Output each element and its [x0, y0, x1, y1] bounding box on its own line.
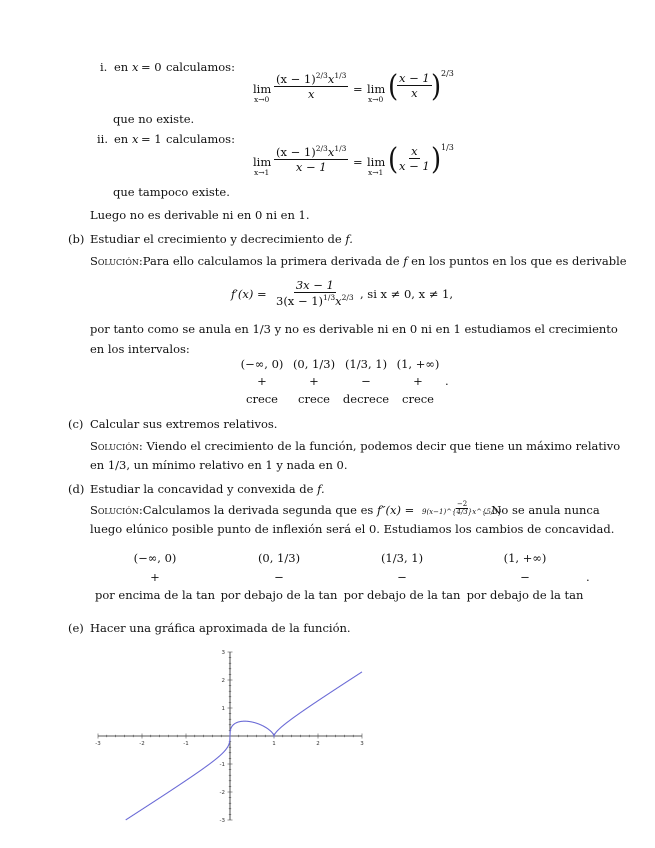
part-b-label: (b) [68, 232, 85, 246]
lim-i-left-sub: x→0 [254, 95, 270, 104]
d-interval-4: (1, +∞) [503, 551, 547, 565]
d-label-2: por debajo de la tan [220, 588, 338, 602]
y-tick-label: 3 [221, 650, 225, 656]
part-b-solution: Solución:Para ello calculamos la primera derivada de f en los puntos en los que es derivable [90, 254, 627, 268]
b-interval-1: (−∞, 0) [240, 357, 284, 371]
x-tick-label: -1 [183, 741, 189, 747]
d-sign-2: − [274, 570, 284, 584]
frac-i-left: $\frac{(x - 1)^{2/3}x^{1/3}}{x}$ [276, 71, 347, 101]
second-derivative-fraction: $\frac{-2}{9(x-1)\^{}\{4/3\}x\^{}\{5/3\}}$ [422, 500, 503, 517]
d-sign-3: − [397, 570, 407, 584]
exp-i-outer: 2/3 [441, 69, 454, 78]
derivative-lhs: f′(x) = [231, 287, 267, 301]
y-tick-label: 2 [221, 678, 225, 684]
part-d-solution-1b: . No se anula nunca [484, 503, 600, 517]
item-i-var: x [132, 60, 139, 74]
part-d-label: (d) [68, 482, 85, 496]
b-interval-4: (1, +∞) [396, 357, 440, 371]
item-i-post: calculamos: [166, 60, 235, 74]
y-tick-label: 1 [221, 706, 225, 712]
b-label-1: crece [246, 392, 278, 406]
d-interval-1: (−∞, 0) [133, 551, 177, 565]
b-label-3: decrece [342, 392, 390, 406]
b-sign-4: + [413, 374, 423, 388]
part-a-summary: Luego no es derivable ni en 0 ni en 1. [90, 208, 310, 222]
b-sign-3: − [361, 374, 371, 388]
function-curve [126, 672, 362, 820]
b-label-4: crece [402, 392, 434, 406]
item-ii-post: calculamos: [166, 132, 235, 146]
b-table-end: . [445, 374, 449, 388]
d-label-3: por debajo de la tan [343, 588, 461, 602]
lim-i-right-sub: x→0 [368, 95, 384, 104]
item-i-marker: i. [100, 60, 108, 74]
item-ii-var: x [132, 132, 139, 146]
part-b-para-1: por tanto como se anula en 1/3 y no es derivable ni en 0 ni en 1 estudiamos el crecimiento [90, 322, 618, 336]
x-tick-label: -3 [95, 741, 101, 747]
part-b-statement: Estudiar el crecimiento y decrecimiento de f. [90, 232, 353, 246]
item-ii-eq: = 1 [141, 132, 162, 146]
part-c-solution-1: Solución: Viendo el crecimiento de la función, podemos decir que tiene un máximo relativo [90, 439, 621, 453]
part-c-solution-2: en 1/3, un mínimo relativo en 1 y nada en 0. [90, 458, 348, 472]
x-tick-label: 3 [360, 741, 364, 747]
part-c-statement: Calcular sus extremos relativos. [90, 417, 278, 431]
part-d-solution-1: Solución:Calculamos la derivada segunda que es f″(x) = [90, 503, 415, 517]
part-e-label: (e) [68, 621, 84, 635]
equals-ii: = [353, 155, 363, 169]
b-sign-1: + [257, 374, 267, 388]
derivative-condition: , si x ≠ 0, x ≠ 1, [360, 287, 454, 301]
b-sign-2: + [309, 374, 319, 388]
d-interval-2: (0, 1/3) [257, 551, 301, 565]
part-c-label: (c) [68, 417, 84, 431]
lim-ii-left-sub: x→1 [254, 168, 270, 177]
d-label-1: por encima de la tan [94, 588, 216, 602]
exp-ii-outer: 1/3 [441, 143, 454, 152]
x-tick-label: -2 [139, 741, 145, 747]
d-interval-3: (1/3, 1) [380, 551, 424, 565]
d-sign-4: − [520, 570, 530, 584]
y-tick-label: -1 [219, 762, 225, 768]
paren-close: ) [431, 69, 442, 105]
d-sign-1: + [150, 570, 160, 584]
item-ii-marker: ii. [97, 132, 109, 146]
lim-ii-left: lim [253, 155, 272, 169]
item-i-pre: en [114, 60, 129, 74]
paren-open: ( [388, 69, 399, 105]
item-ii-pre: en [114, 132, 129, 146]
lim-ii-right-sub: x→1 [368, 168, 384, 177]
lim-ii-right: lim [367, 155, 386, 169]
frac-i-right: $\frac{x - 1}{x}$ [399, 71, 430, 101]
x-tick-label: 1 [272, 741, 276, 747]
function-graph [88, 644, 373, 829]
y-tick-label: -2 [219, 790, 225, 796]
derivative-fraction: $\frac{3x - 1}{3(x - 1)^{1/3}x^{2/3}}$ [276, 278, 354, 308]
equals-i: = [353, 82, 363, 96]
lim-i-right: lim [367, 82, 386, 96]
b-interval-2: (0, 1/3) [292, 357, 336, 371]
paren-close: ) [431, 142, 442, 178]
item-i-eq: = 0 [141, 60, 162, 74]
y-tick-label: -3 [219, 818, 225, 824]
item-i-conclusion: que no existe. [113, 112, 195, 126]
part-e-statement: Hacer una gráfica aproximada de la función. [90, 621, 351, 635]
part-d-solution-2: luego elúnico posible punto de inflexión será el 0. Estudiamos los cambios de concavidad. [90, 522, 615, 536]
b-interval-3: (1/3, 1) [344, 357, 388, 371]
part-d-statement: Estudiar la concavidad y convexida de f. [90, 482, 325, 496]
d-label-4: por debajo de la tan [466, 588, 584, 602]
part-b-para-2: en los intervalos: [90, 342, 190, 356]
lim-i-left: lim [253, 82, 272, 96]
frac-ii-right: $\frac{x}{x - 1}$ [399, 144, 430, 174]
b-label-2: crece [298, 392, 330, 406]
x-tick-label: 2 [316, 741, 320, 747]
item-ii-conclusion: que tampoco existe. [113, 185, 230, 199]
paren-open: ( [388, 142, 399, 178]
frac-ii-left: $\frac{(x - 1)^{2/3}x^{1/3}}{x - 1}$ [276, 144, 347, 174]
d-table-end: . [586, 570, 590, 584]
